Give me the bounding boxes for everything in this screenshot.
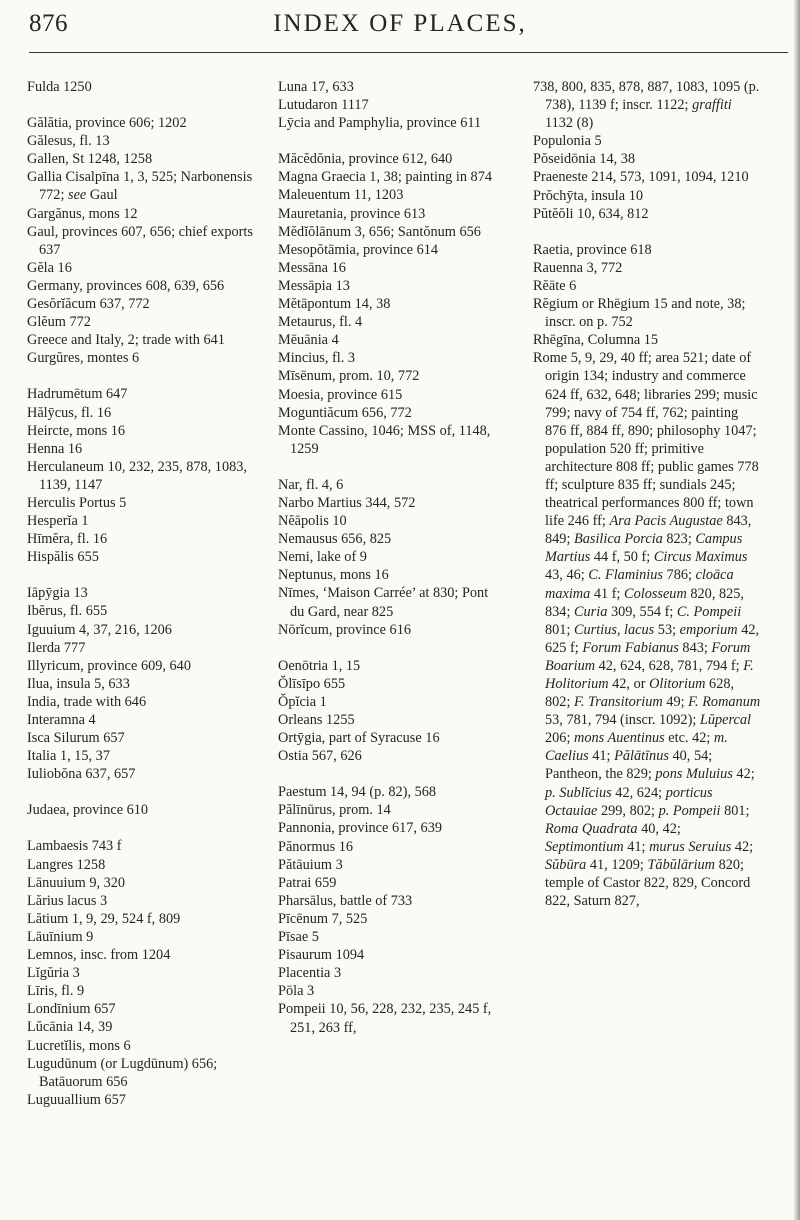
index-entry: Italia 1, 15, 37 (27, 748, 110, 765)
index-entry: Magna Graecia 1, 38; painting in 874 (278, 169, 492, 186)
index-entry: Nar, fl. 4, 6 (278, 476, 344, 493)
section-gap (27, 819, 255, 837)
index-entry: Illyricum, province 609, 640 (27, 657, 191, 674)
index-entry: Prŏchȳta, insula 10 (533, 187, 643, 204)
index-entry: Gălătia, province 606; 1202 (27, 115, 187, 132)
index-entry: Mĕtāpontum 14, 38 (278, 296, 391, 313)
index-entry: Lemnos, insc. from 1204 (27, 947, 171, 964)
index-entry: Greece and Italy, 2; trade with 641 (27, 332, 225, 349)
index-entry: Līris, fl. 9 (27, 983, 85, 1000)
index-entry: Interamna 4 (27, 712, 96, 728)
index-entry: Moesia, province 615 (278, 386, 403, 403)
index-entry: Pompeii 10, 56, 228, 232, 235, 245 f, 251, 263 ff, (278, 1001, 492, 1036)
index-entry: Rhēgīna, Columna 15 (533, 332, 659, 349)
index-entry: Raetia, province 618 (533, 241, 652, 258)
index-entry: Hīmĕra, fl. 16 (27, 531, 108, 548)
index-entry: Pătāuium 3 (278, 856, 343, 873)
page-number: 876 (29, 10, 68, 37)
index-entry: Gesŏrĭăcum 637, 772 (27, 296, 150, 313)
index-entry: Mēuānia 4 (278, 332, 339, 349)
index-entry: Nōrĭcum, province 616 (278, 621, 412, 638)
index-entry: Pănormus 16 (278, 838, 354, 855)
page-edge-shadow (793, 0, 800, 1220)
index-entry: Lugudūnum (or Lugdūnum) 656; Batāuorum 656 (27, 1055, 218, 1090)
index-entry: Luguuallium 657 (27, 1091, 126, 1108)
index-entry: Lucretĭlis, mons 6 (27, 1037, 131, 1054)
index-entry: Rauenna 3, 772 (533, 259, 623, 276)
section-gap (278, 639, 498, 657)
index-entry: Pōla 3 (278, 983, 315, 1000)
section-gap (278, 458, 498, 476)
section-gap (278, 132, 498, 150)
index-entry: Paestum 14, 94 (p. 82), 568 (278, 784, 437, 801)
index-entry: Lĭgŭria 3 (27, 965, 80, 982)
index-entry: Lāuīnium 9 (27, 928, 94, 945)
index-entry: Gallia Cisalpīna 1, 3, 525; Narbonensis 772; see Gaul (27, 169, 253, 204)
section-gap (27, 367, 255, 385)
index-entry: Hesperĭa 1 (27, 513, 89, 530)
index-entry: Gallen, St 1248, 1258 (27, 151, 153, 168)
index-entry: Hadrumētum 647 (27, 386, 128, 403)
index-entry: Oenōtria 1, 15 (278, 657, 361, 674)
index-entry: Ortȳgia, part of Syracuse 16 (278, 730, 440, 747)
index-entry: Monte Cassino, 1046; MSS of, 1148, 1259 (278, 422, 491, 457)
index-entry: Messāna 16 (278, 259, 346, 276)
section-gap (27, 566, 255, 584)
index-entry: Gălesus, fl. 13 (27, 133, 110, 150)
index-entry: Hispălis 655 (27, 549, 99, 566)
index-entry: Lărius lacus 3 (27, 892, 108, 909)
index-entry: Rĕgium or Rhēgium 15 and note, 38; inscr. on p. 752 (533, 296, 746, 331)
index-entry: Mauretania, province 613 (278, 205, 426, 222)
index-entry: Lŭcānia 14, 39 (27, 1019, 113, 1036)
section-gap (27, 96, 255, 114)
index-entry: Pisaurum 1094 (278, 947, 365, 964)
index-column-3 (533, 78, 763, 910)
index-column-1 (27, 78, 255, 1109)
index-entry: Lătium 1, 9, 29, 524 f, 809 (27, 910, 181, 927)
index-entry: Narbo Martius 344, 572 (278, 494, 416, 511)
index-entry: Gĕla 16 (27, 259, 72, 276)
index-entry: Ilua, insula 5, 633 (27, 675, 130, 692)
index-entry: Mīsēnum, prom. 10, 772 (278, 368, 420, 385)
index-entry: Lānuuium 9, 320 (27, 874, 126, 891)
index-entry: Langres 1258 (27, 856, 106, 873)
index-entry: Patrai 659 (278, 874, 337, 891)
index-entry: Gargănus, mons 12 (27, 205, 138, 222)
index-entry: Placentia 3 (278, 965, 342, 982)
index-entry: Pŏseidōnia 14, 38 (533, 151, 636, 168)
index-entry: Herculis Portus 5 (27, 494, 127, 511)
index-entry: Ŏpĭcia 1 (278, 693, 327, 710)
index-entry: Mĕdĭŏlānum 3, 656; Santŏnum 656 (278, 223, 481, 240)
index-entry: Nemi, lake of 9 (278, 549, 367, 566)
index-entry: Pīsae 5 (278, 929, 319, 946)
index-entry: Mincius, fl. 3 (278, 350, 356, 367)
index-entry: Metaurus, fl. 4 (278, 314, 363, 331)
index-entry: Gurgŭres, montes 6 (27, 350, 140, 367)
index-entry: Henna 16 (27, 440, 83, 457)
section-gap (27, 783, 255, 801)
index-entry: Măcĕdŏnia, province 612, 640 (278, 151, 453, 168)
index-entry: Nĕāpolis 10 (278, 513, 347, 530)
index-entry: Herculaneum 10, 232, 235, 878, 1083, 1139, 1147 (27, 458, 247, 493)
index-entry: Moguntiăcum 656, 772 (278, 404, 412, 421)
index-entry: Lutudaron 1117 (278, 97, 369, 114)
index-entry: Ibĕrus, fl. 655 (27, 603, 108, 620)
index-entry: Londīnium 657 (27, 1001, 116, 1018)
index-entry: Ilerda 777 (27, 639, 86, 656)
index-entry: Glĕum 772 (27, 314, 91, 331)
index-entry: Orleans 1255 (278, 712, 355, 728)
index-entry: Lambaesis 743 f (27, 838, 122, 855)
index-entry: Gaul, provinces 607, 656; chief exports 637 (27, 223, 253, 258)
page-header (0, 0, 800, 48)
index-entry: Pannonia, province 617, 639 (278, 820, 442, 837)
header-rule (29, 52, 788, 53)
index-entry: Isca Silurum 657 (27, 730, 125, 747)
index-entry: Pīcēnum 7, 525 (278, 910, 368, 927)
index-entry: Iāpȳgia 13 (27, 585, 88, 602)
index-entry: 738, 800, 835, 878, 887, 1083, 1095 (p. 738), 1139 f; inscr. 1122; graffiti 1132 (8) (533, 79, 760, 132)
index-entry: Judaea, province 610 (27, 802, 149, 819)
index-entry: Pharsālus, battle of 733 (278, 892, 413, 909)
running-title: INDEX OF PLACES, (273, 10, 527, 37)
index-entry: Iuliobŏna 637, 657 (27, 766, 136, 783)
section-gap (278, 765, 498, 783)
index-entry: Heircte, mons 16 (27, 422, 126, 439)
index-entry: Luna 17, 633 (278, 79, 354, 95)
index-entry: Rĕāte 6 (533, 277, 577, 294)
index-entry: Mesopŏtāmia, province 614 (278, 241, 439, 258)
index-entry: Neptunus, mons 16 (278, 567, 389, 584)
index-entry: Pălīnūrus, prom. 14 (278, 802, 391, 819)
index-entry: Pŭtĕŏli 10, 634, 812 (533, 205, 649, 222)
index-entry: Nīmes, ‘Maison Carrée’ at 830; Pont du Gard, near 825 (278, 585, 489, 620)
index-entry: Fulda 1250 (27, 79, 92, 95)
index-entry: Germany, provinces 608, 639, 656 (27, 277, 225, 294)
index-entry: Praeneste 214, 573, 1091, 1094, 1210 (533, 169, 749, 186)
index-entry: Lȳcia and Pamphylia, province 611 (278, 115, 482, 132)
index-entry: Messāpia 13 (278, 277, 350, 294)
index-entry: Rome 5, 9, 29, 40 ff; area 521; date of origin 134; industry and commerce 624 ff, 632, 648; libraries 299; music 799; navy of 754 ff, 762; painting 876 ff, 884 ff, 890; philosophy 1047; population 520 ff; primitive architecture 808 ff; public games 778 ff; sculpture 835 ff; sundials 245; theatrical performances 800 ff; town life 246 ff; Ara Pacis Augustae 843, 849; Basilica Porcia 823; Campus Martius 44 f, 50 f; Circus Maximus 43, 46; C. Flaminius 786; cloāca maxima 41 f; Colosseum 820, 825, 834; Curia 309, 554 f; C. Pompeii 801; Curtius, lacus 53; emporium 42, 625 f; Forum Fabianus 843; Forum Boarium 42, 624, 628, 781, 794 f; F. Holitorium 42, or Olitorium 628, 802; F. Transitorium 49; F. Romanum 53, 781, 794 (inscr. 1092); Lŭpercal 206; mons Auentinus etc. 42; m. Caelius 41; Pălātīnus 40, 54; Pantheon, the 829; pons Muluius 42; p. Sublĭcius 42, 624; porticus Octauiae 299, 802; p. Pompeii 801; Roma Quadrata 40, 42; Septimontium 41; murus Seruius 42; Sŭbūra 41, 1209; Tăbŭlārium 820; temple of Castor 822, 829, Concord 822, Saturn 827, (533, 350, 761, 910)
index-entry: Ostia 567, 626 (278, 748, 362, 765)
index-entry: Nemausus 656, 825 (278, 531, 392, 548)
index-entry: Maleuentum 11, 1203 (278, 187, 404, 204)
index-entry: Iguuium 4, 37, 216, 1206 (27, 621, 172, 638)
index-entry: Ŏlīsīpo 655 (278, 675, 346, 692)
index-entry: India, trade with 646 (27, 693, 147, 710)
index-entry: Hălȳcus, fl. 16 (27, 404, 112, 421)
index-column-2 (278, 78, 498, 1037)
index-entry: Populonia 5 (533, 133, 602, 150)
section-gap (533, 223, 763, 241)
